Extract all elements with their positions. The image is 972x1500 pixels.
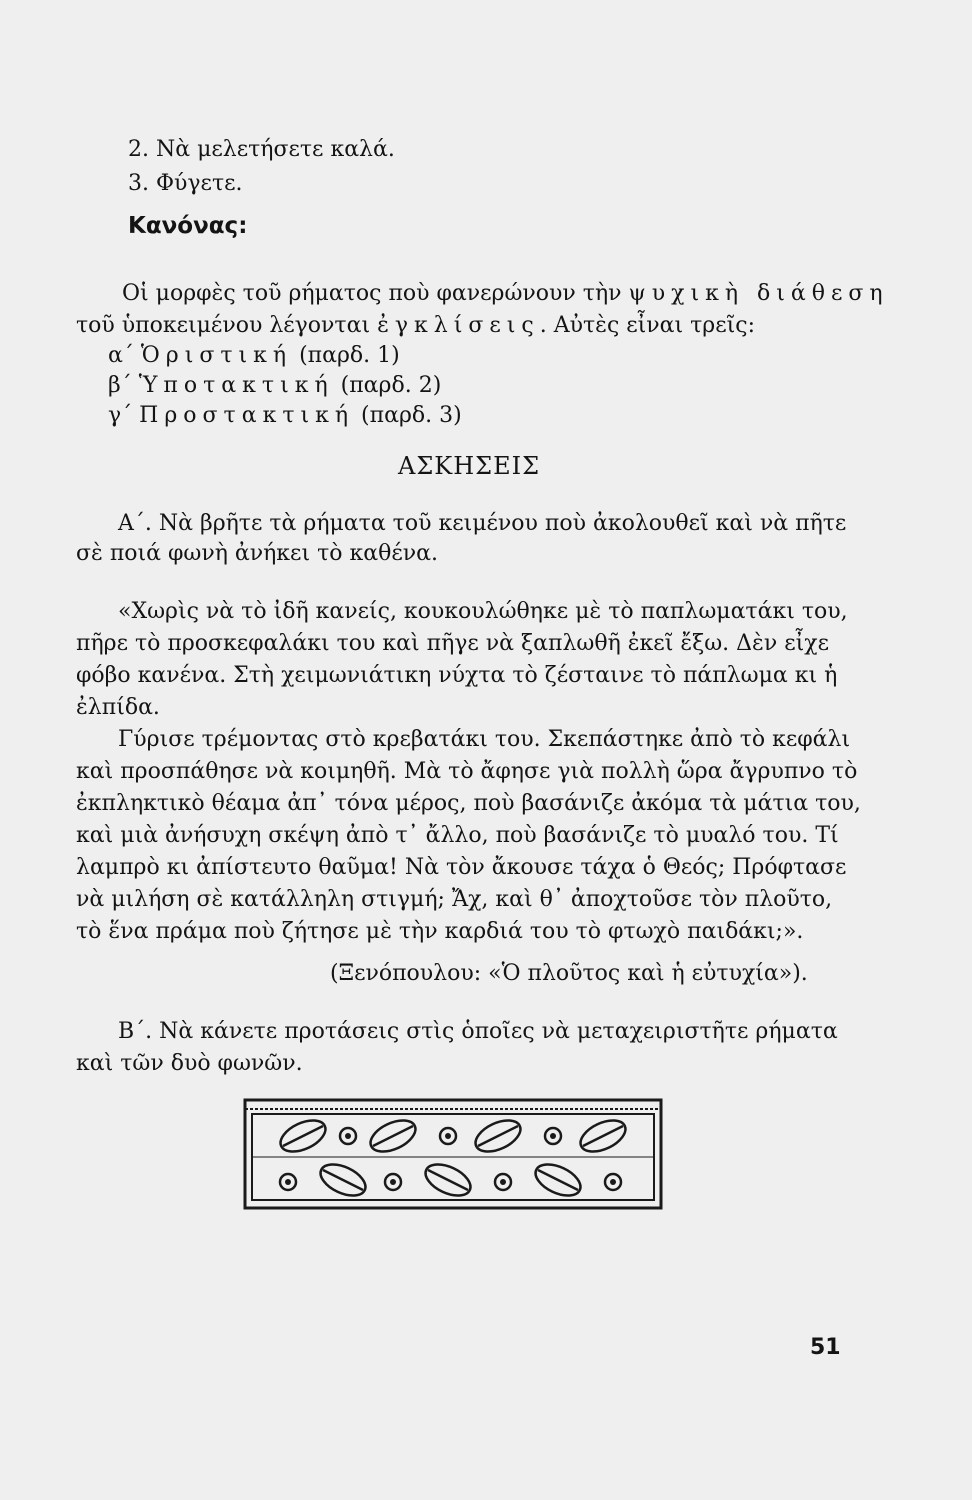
rule-heading: Κανόνας: bbox=[128, 213, 248, 239]
mood-item bbox=[108, 342, 400, 370]
rule-line-1 bbox=[122, 280, 889, 308]
rule-emphasis: ψυχικὴ διάθεση bbox=[628, 281, 889, 306]
page-number: 51 bbox=[810, 1335, 841, 1360]
mood-item bbox=[108, 372, 441, 400]
mood-item bbox=[108, 402, 462, 430]
passage-line: ἐλπίδα. bbox=[76, 695, 160, 720]
exercise-a-line: Α΄. Νὰ βρῆτε τὰ ρήματα τοῦ κειμένου ποὺ ἀκολουθεῖ καὶ νὰ πῆτε bbox=[118, 511, 847, 536]
passage-line: λαμπρὸ κι ἀπίστευτο θαῦμα! Νὰ τὸν ἄκουσε τάχα ὁ Θεός; Πρόφτασε bbox=[76, 855, 847, 880]
mood-number: α΄ bbox=[108, 343, 134, 368]
mood-name: Προστακτική bbox=[139, 403, 355, 428]
rule-text: τοῦ ὑποκειμένου λέγονται bbox=[76, 313, 378, 338]
rule-emphasis: ἐγκλίσεις bbox=[377, 313, 540, 338]
mood-ref: (παρδ. 2) bbox=[340, 373, 442, 398]
exercise-b-line: καὶ τῶν δυὸ φωνῶν. bbox=[76, 1051, 303, 1076]
passage-line: ἐκπληκτικὸ θέαμα ἀπ᾿ τόνα μέρος, ποὺ βασάνιζε ἀκόμα τὰ μάτια του, bbox=[76, 791, 861, 816]
list-item: 3. Φύγετε. bbox=[128, 171, 243, 196]
list-item: 2. Νὰ μελετήσετε καλά. bbox=[128, 137, 395, 162]
passage-line: καὶ προσπάθησε νὰ κοιμηθῆ. Μὰ τὸ ἄφησε γιὰ πολλὴ ὥρα ἄγρυπνο τὸ bbox=[76, 759, 858, 784]
passage-line: Γύρισε τρέμοντας στὸ κρεβατάκι του. Σκεπάστηκε ἀπὸ τὸ κεφάλι bbox=[118, 727, 851, 752]
mood-name: Ὑποτακτική bbox=[138, 373, 334, 398]
rule-text: Οἱ μορφὲς τοῦ ρήματος ποὺ φανερώνουν τὴν bbox=[122, 281, 629, 306]
mood-number: β΄ bbox=[108, 373, 132, 398]
mood-name: Ὁριστική bbox=[140, 343, 293, 368]
mood-ref: (παρδ. 1) bbox=[299, 343, 400, 368]
exercise-a-line: σὲ ποιά φωνὴ ἀνήκει τὸ καθένα. bbox=[76, 541, 438, 566]
passage-line: φόβο κανένα. Στὴ χειμωνιάτικη νύχτα τὸ ζέσταινε τὸ πάπλωμα κι ἡ bbox=[76, 663, 838, 688]
exercises-title: ΑΣΚΗΣΕΙΣ bbox=[398, 452, 541, 480]
passage-line: νὰ μιλήση σὲ κατάλληλη στιγμή; Ἄχ, καὶ θ᾿ ἀποχτοῦσε τὸν πλοῦτο, bbox=[76, 887, 833, 912]
passage-line: «Χωρὶς νὰ τὸ ἰδῆ κανείς, κουκουλώθηκε μὲ τὸ παπλωματάκι του, bbox=[118, 599, 848, 624]
citation: (Ξενόπουλου: «Ὁ πλοῦτος καὶ ἡ εὐτυχία»). bbox=[330, 961, 808, 986]
mood-ref: (παρδ. 3) bbox=[361, 403, 462, 428]
exercise-b-line: Β΄. Νὰ κάνετε προτάσεις στὶς ὁποῖες νὰ μεταχειριστῆτε ρήματα bbox=[118, 1019, 838, 1044]
mood-number: γ΄ bbox=[108, 403, 133, 428]
rule-text: . Αὐτὲς εἶναι τρεῖς: bbox=[539, 313, 755, 338]
passage-line: τὸ ἕνα πράμα ποὺ ζήτησε μὲ τὴν καρδιά του τὸ φτωχὸ παιδάκι;». bbox=[76, 919, 804, 944]
passage-line: πῆρε τὸ προσκεφαλάκι του καὶ πῆγε νὰ ξαπλωθῆ ἐκεῖ ἔξω. Δὲν εἶχε bbox=[76, 631, 829, 656]
passage-line: καὶ μιὰ ἀνήσυχη σκέψη ἀπὸ τ᾿ ἄλλο, ποὺ βασάνιζε τὸ μυαλό του. Τί bbox=[76, 823, 839, 848]
rule-line-2 bbox=[76, 312, 755, 340]
ornament-border-icon bbox=[243, 1098, 663, 1210]
